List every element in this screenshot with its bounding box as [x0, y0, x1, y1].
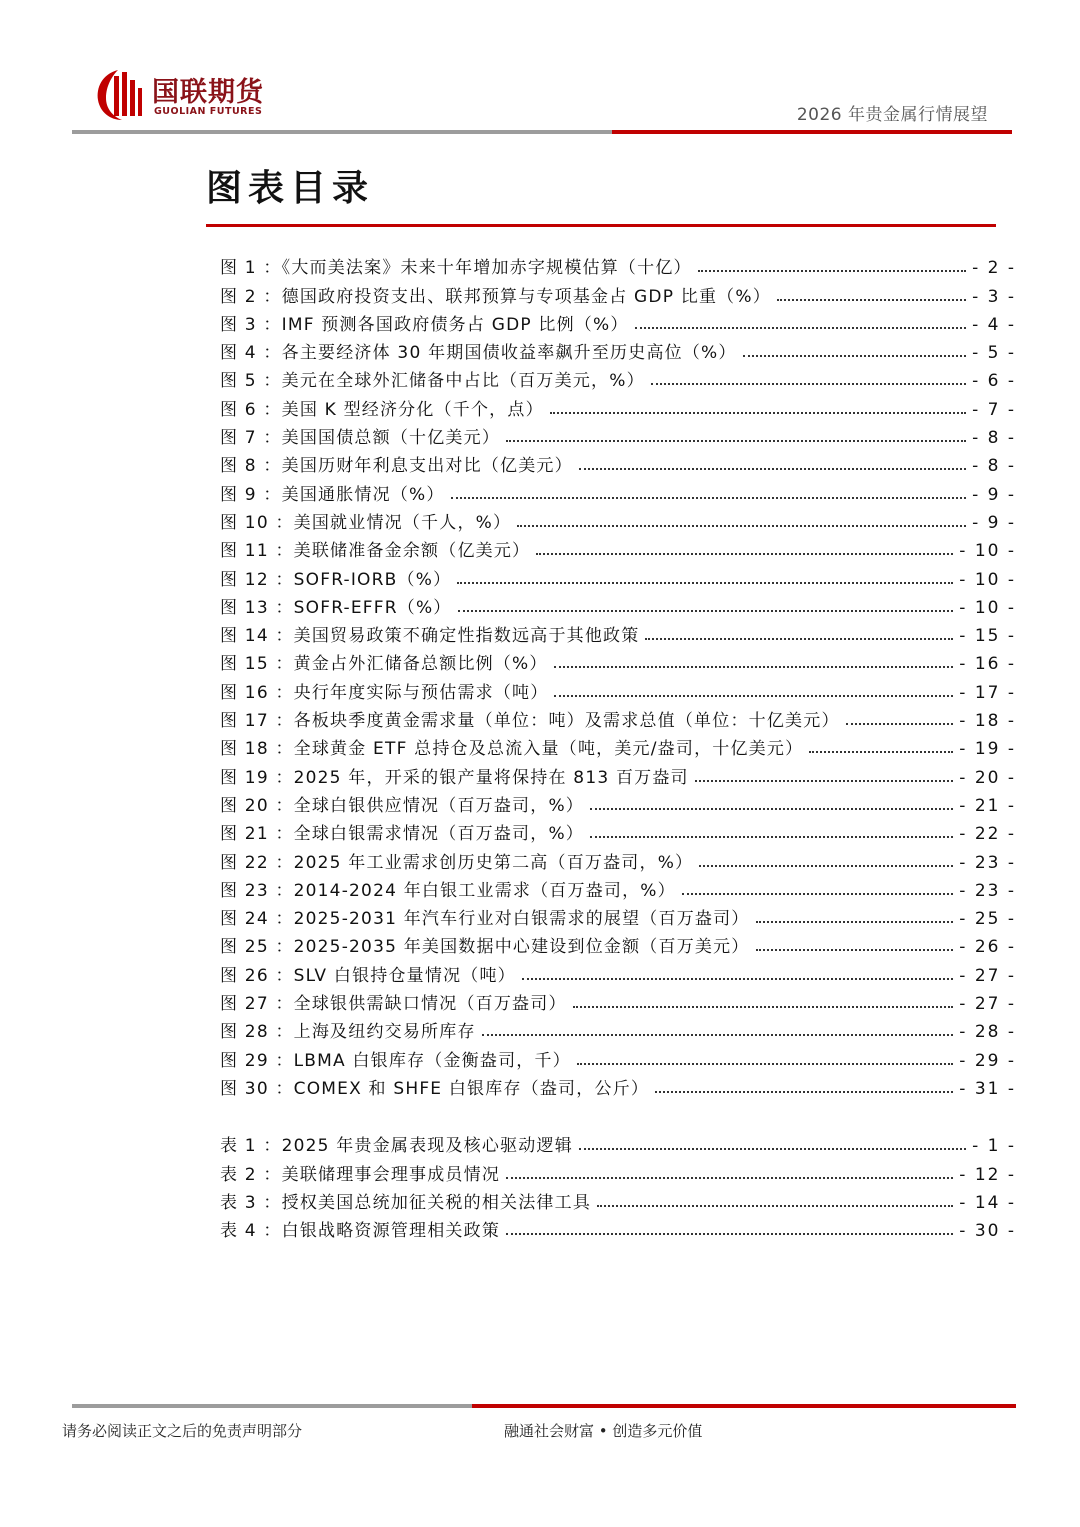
toc-figure-entry-page-number: - 16 -: [959, 654, 1016, 675]
toc-figure-entry-page-number: - 18 -: [959, 711, 1016, 732]
toc-figure-entry[interactable]: [220, 618, 1016, 646]
header-divider-grey: [72, 130, 612, 134]
toc-figure-entry-label: 图 6 ：美国 K 型经济分化（千个，点）: [220, 399, 544, 420]
figure-list: [220, 250, 1016, 1099]
footer-divider-grey: [72, 1404, 472, 1408]
toc-figure-entry[interactable]: [220, 505, 1016, 533]
toc-figure-entry-label: 图 25 ：2025-2035 年美国数据中心建设到位金额（百万美元）: [220, 937, 750, 958]
toc-figure-entry-label: 图 20 ：全球白银供应情况（百万盎司，%）: [220, 795, 584, 816]
toc-figure-entry-label: 图 24 ：2025-2031 年汽车行业对白银需求的展望（百万盎司）: [220, 909, 750, 930]
toc-figure-entry[interactable]: [220, 929, 1016, 957]
toc-figure-entry-label: 图 21 ：全球白银需求情况（百万盎司，%）: [220, 824, 584, 845]
toc-figure-entry[interactable]: [220, 844, 1016, 872]
toc-figure-entry-label: 图 26 ：SLV 白银持仓量情况（吨）: [220, 965, 516, 986]
toc-figure-entry-page-number: - 4 -: [972, 314, 1016, 335]
toc-figure-entry[interactable]: [220, 1042, 1016, 1070]
dot-leader: [635, 327, 967, 329]
toc-figure-entry-label: 图 29 ：LBMA 白银库存（金衡盎司，千）: [220, 1050, 571, 1071]
footer-disclaimer: 请务必阅读正文之后的免责声明部分: [62, 1422, 303, 1440]
toc-figure-entry[interactable]: [220, 476, 1016, 504]
company-logo: [92, 66, 292, 122]
dot-leader: [536, 553, 953, 555]
dot-leader: [457, 582, 953, 584]
toc-figure-entry-label: 图 30 ：COMEX 和 SHFE 白银库存（盎司，公斤）: [220, 1078, 650, 1099]
toc-figure-entry-page-number: - 22 -: [959, 824, 1016, 845]
toc-figure-entry[interactable]: [220, 646, 1016, 674]
toc-figure-entry[interactable]: [220, 590, 1016, 618]
toc-figure-entry-label: 图 18 ：全球黄金 ETF 总持仓及总流入量（吨，美元/盎司，十亿美元）: [220, 739, 804, 760]
dot-leader: [506, 1233, 953, 1235]
toc-figure-entry-page-number: - 28 -: [959, 1022, 1016, 1043]
toc-figure-entry-label: 图 14 ：美国贸易政策不确定性指数远高于其他政策: [220, 626, 640, 647]
toc-figure-entry[interactable]: [220, 759, 1016, 787]
dot-leader: [645, 638, 953, 640]
dot-leader: [597, 1205, 953, 1207]
toc-figure-entry-label: 图 5 ：美元在全球外汇储备中占比（百万美元，%）: [220, 371, 645, 392]
logo-mark-icon: [92, 66, 144, 122]
toc-figure-entry-page-number: - 9 -: [972, 484, 1016, 505]
toc-figure-entry-label: 图 16 ：央行年度实际与预估需求（吨）: [220, 682, 549, 703]
toc-figure-entry-label: 图 15 ：黄金占外汇储备总额比例（%）: [220, 654, 548, 675]
toc-figure-entry[interactable]: [220, 307, 1016, 335]
toc-table-entry-label: 表 4 ：白银战略资源管理相关政策: [220, 1221, 501, 1242]
toc-figure-entry-label: 图 2 ：德国政府投资支出、联邦预算与专项基金占 GDP 比重（%）: [220, 286, 771, 307]
page-title: 图表目录: [206, 167, 375, 209]
dot-leader: [682, 893, 953, 895]
toc-figure-entry-page-number: - 10 -: [959, 541, 1016, 562]
logo-text-cn: 国联期货: [152, 77, 264, 108]
toc-figure-entry-page-number: - 15 -: [959, 626, 1016, 647]
toc-figure-entry[interactable]: [220, 420, 1016, 448]
toc-figure-entry[interactable]: [220, 957, 1016, 985]
toc-figure-entry-label: 图 8 ：美国历财年利息支出对比（亿美元）: [220, 456, 573, 477]
dot-leader: [554, 695, 953, 697]
toc-figure-entry-label: 图 13 ：SOFR-EFFR（%）: [220, 597, 452, 618]
toc-figure-entry-page-number: - 23 -: [959, 880, 1016, 901]
toc-figure-entry-page-number: - 10 -: [959, 597, 1016, 618]
dot-leader: [451, 497, 967, 499]
dot-leader: [482, 1034, 954, 1036]
toc-figure-entry-label: 图 11 ：美联储准备金余额（亿美元）: [220, 541, 531, 562]
toc-figure-entry-page-number: - 19 -: [959, 739, 1016, 760]
toc-figure-entry-page-number: - 6 -: [972, 371, 1016, 392]
toc-figure-entry[interactable]: [220, 448, 1016, 476]
logo-text-en: GUOLIAN FUTURES: [154, 106, 263, 117]
dot-leader: [506, 1177, 953, 1179]
dot-leader: [522, 978, 953, 980]
toc-figure-entry-label: 图 28 ：上海及纽约交易所库存: [220, 1022, 476, 1043]
toc-figure-entry-page-number: - 5 -: [972, 343, 1016, 364]
toc-figure-entry[interactable]: [220, 391, 1016, 419]
dot-leader: [550, 412, 966, 414]
toc-figure-entry-label: 图 19 ：2025 年，开采的银产量将保持在 813 百万盎司: [220, 767, 689, 788]
toc-figure-entry[interactable]: [220, 1014, 1016, 1042]
dot-leader: [554, 666, 954, 668]
toc-figure-entry-label: 图 12 ：SOFR-IORB（%）: [220, 569, 452, 590]
dot-leader: [590, 836, 953, 838]
toc-figure-entry-label: 图 4 ：各主要经济体 30 年期国债收益率飙升至历史高位（%）: [220, 343, 737, 364]
dot-leader: [756, 949, 954, 951]
dot-leader: [699, 865, 953, 867]
toc-figure-entry[interactable]: [220, 278, 1016, 306]
toc-table-entry[interactable]: [220, 1128, 1016, 1156]
toc-figure-entry-page-number: - 21 -: [959, 795, 1016, 816]
toc-figure-entry-page-number: - 9 -: [972, 512, 1016, 533]
dot-leader: [655, 1091, 953, 1093]
dot-leader: [651, 383, 966, 385]
toc-figure-entry[interactable]: [220, 335, 1016, 363]
toc-figure-entry-label: 图 9 ：美国通胀情况（%）: [220, 484, 445, 505]
toc-figure-entry[interactable]: [220, 250, 1016, 278]
toc-figure-entry-page-number: - 31 -: [959, 1078, 1016, 1099]
toc-figure-entry-label: 图 27 ：全球银供需缺口情况（百万盎司）: [220, 994, 567, 1015]
toc-figure-entry[interactable]: [220, 901, 1016, 929]
toc-figure-entry[interactable]: [220, 561, 1016, 589]
dot-leader: [743, 355, 966, 357]
toc-figure-entry[interactable]: [220, 533, 1016, 561]
page-header: [0, 0, 1080, 140]
dot-leader: [573, 1006, 954, 1008]
dot-leader: [695, 780, 954, 782]
toc-figure-entry[interactable]: [220, 1071, 1016, 1099]
dot-leader: [577, 1063, 953, 1065]
toc-figure-entry-page-number: - 27 -: [959, 994, 1016, 1015]
toc-figure-entry-page-number: - 25 -: [959, 909, 1016, 930]
toc-figure-entry[interactable]: [220, 674, 1016, 702]
toc-table-entry-page-number: - 1 -: [972, 1136, 1016, 1157]
toc-figure-entry-page-number: - 8 -: [972, 428, 1016, 449]
dot-leader: [590, 808, 953, 810]
title-divider: [206, 224, 996, 227]
toc-figure-entry-page-number: - 29 -: [959, 1050, 1016, 1071]
dot-leader: [506, 440, 966, 442]
toc-table-entry[interactable]: [220, 1185, 1016, 1213]
toc-figure-entry-page-number: - 3 -: [972, 286, 1016, 307]
header-divider-red: [612, 130, 1012, 134]
dot-leader: [517, 525, 966, 527]
dot-leader: [809, 751, 953, 753]
toc-figure-entry-label: 图 17 ：各板块季度黄金需求量（单位：吨）及需求总值（单位：十亿美元）: [220, 711, 840, 732]
toc-figure-entry-page-number: - 7 -: [972, 399, 1016, 420]
toc-figure-entry[interactable]: [220, 986, 1016, 1014]
dot-leader: [458, 610, 954, 612]
toc-table-entry-label: 表 2 ：美联储理事会理事成员情况: [220, 1164, 501, 1185]
toc-figure-entry[interactable]: [220, 703, 1016, 731]
toc-figure-entry-page-number: - 10 -: [959, 569, 1016, 590]
toc-table-entry[interactable]: [220, 1156, 1016, 1184]
toc-table-entry-label: 表 3 ：授权美国总统加征关税的相关法律工具: [220, 1192, 592, 1213]
dot-leader: [579, 468, 966, 470]
dot-leader: [777, 299, 966, 301]
dot-leader: [698, 270, 966, 272]
toc-figure-entry-label: 图 1 ：《大而美法案》未来十年增加赤字规模估算（十亿）: [220, 258, 692, 279]
footer-slogan: 融通社会财富 • 创造多元价值: [504, 1422, 703, 1440]
toc-figure-entry-page-number: - 23 -: [959, 852, 1016, 873]
toc-figure-entry-page-number: - 20 -: [959, 767, 1016, 788]
toc-figure-entry-label: 图 10 ：美国就业情况（千人，%）: [220, 512, 512, 533]
toc-figure-entry-page-number: - 2 -: [972, 258, 1016, 279]
toc-figure-entry-label: 图 7 ：美国国债总额（十亿美元）: [220, 428, 501, 449]
toc-table-entry-page-number: - 14 -: [959, 1192, 1016, 1213]
toc-figure-entry-page-number: - 8 -: [972, 456, 1016, 477]
toc-table-entry-page-number: - 30 -: [959, 1221, 1016, 1242]
toc-figure-entry-label: 图 23 ：2014-2024 年白银工业需求（百万盎司，%）: [220, 880, 676, 901]
toc-table-entry-label: 表 1 ：2025 年贵金属表现及核心驱动逻辑: [220, 1136, 573, 1157]
dot-leader: [579, 1148, 966, 1150]
toc-table-entry-page-number: - 12 -: [959, 1164, 1016, 1185]
toc-table-entry[interactable]: [220, 1213, 1016, 1241]
toc-figure-entry-page-number: - 26 -: [959, 937, 1016, 958]
toc-figure-entry[interactable]: [220, 873, 1016, 901]
report-title: 2026 年贵金属行情展望: [796, 105, 988, 125]
table-list: [220, 1128, 1016, 1241]
toc-figure-entry-page-number: - 17 -: [959, 682, 1016, 703]
toc-figure-entry-page-number: - 27 -: [959, 965, 1016, 986]
toc-figure-entry-label: 图 22 ：2025 年工业需求创历史第二高（百万盎司，%）: [220, 852, 694, 873]
toc-figure-entry[interactable]: [220, 731, 1016, 759]
footer-divider-red: [472, 1404, 1016, 1408]
dot-leader: [846, 723, 954, 725]
toc-figure-entry-label: 图 3 ：IMF 预测各国政府债务占 GDP 比例（%）: [220, 314, 629, 335]
toc-figure-entry[interactable]: [220, 816, 1016, 844]
toc-figure-entry[interactable]: [220, 363, 1016, 391]
toc-figure-entry[interactable]: [220, 788, 1016, 816]
dot-leader: [756, 921, 954, 923]
